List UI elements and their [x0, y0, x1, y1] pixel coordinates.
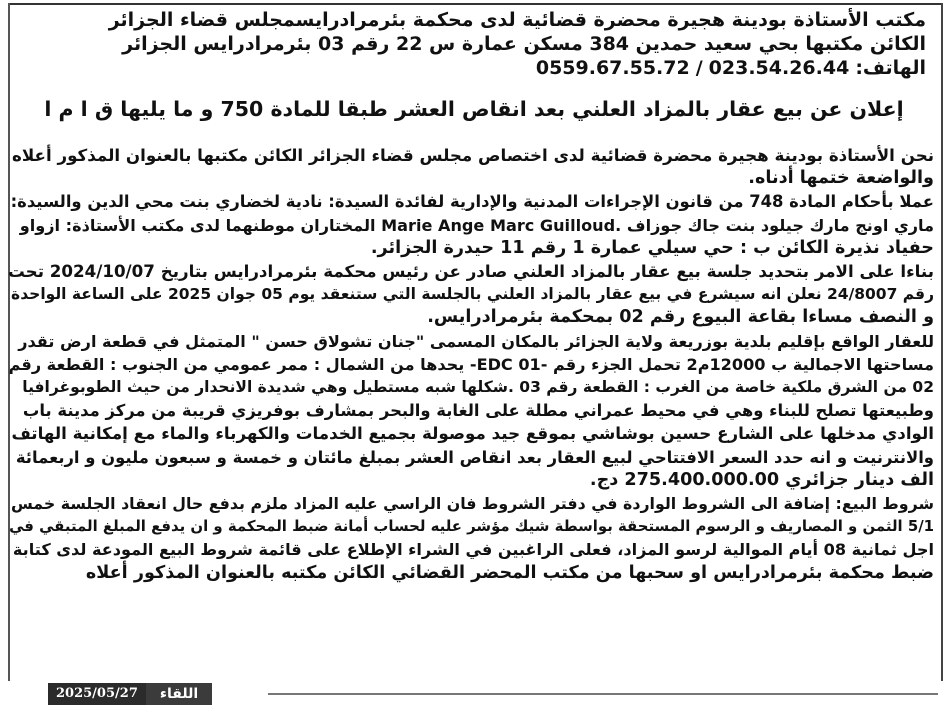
phone-number-1: 023.54.26.44: [708, 57, 850, 79]
body-line: بناءا على الامر بتحديد جلسة بيع عقار بالمزاد العلني صادر عن رئيس محكمة بئرمرادرايس بتاريخ 2024/10/07 تحت: [8, 261, 934, 282]
body-line: الوادي مدخلها على الشارع حسين بوشاشي بموقع جيد موصولة بجميع الخدمات والكهرباء والماء مع إمكانية الهاتف: [11, 423, 934, 444]
office-name-line: مكتب الأستاذة بودينة هجيرة محضرة قضائية لدى محكمة بئرمرادرايسمجلس قضاء الجزائر: [108, 9, 926, 31]
body-line: عملا بأحكام المادة 748 من قانون الإجراءات المدنية والإدارية لفائدة السيدة: نادية لخضاري بنت محي الدين والسيدة:: [10, 192, 934, 212]
office-header: [16, 8, 926, 80]
body-line: و النصف مساءا بقاعة البيوع رقم 02 بمحكمة بئرمرادرايس.: [427, 307, 934, 328]
body-line: والانترنيت و انه حدد السعر الافتتاحي لبيع العقار بعد انقاص العشر بمبلغ مائتان و خمسة و سبعون مليون و اربعمائة: [15, 447, 934, 467]
body-line: للعقار الواقع بإقليم بلدية بوزريعة ولاية الجزائر بالمكان المسمى "جنان تشولاق حسن " المتمثل في قطعة ارض تقدر: [18, 331, 934, 351]
body-line: نحن الأستاذة بودينة هجيرة محضرة قضائية لدى اختصاص مجلس قضاء الجزائر الكائن مكتبها بالعنوان المذكور أعلاه: [12, 145, 934, 165]
body-line: والواضعة ختمها أدناه.: [748, 168, 934, 189]
top-rule: [8, 3, 942, 5]
phone-number-2: 0559.67.55.72: [535, 57, 690, 79]
office-phone-line: [16, 56, 926, 80]
newspaper-name: اللقاء: [146, 683, 212, 705]
body-line: حفياد نذيرة الكائن ب : حي سيلي عمارة 1 رقم 11 حيدرة الجزائر.: [370, 237, 934, 258]
body-line: ضبط محكمة بئرمرادرايس او سحبها من مكتب المحضر القضائي الكائن مكتبه بالعنوان المذكور أعلاه: [85, 562, 934, 583]
body-line: رقم 24/8007 نعلن انه سيشرع في بيع عقار بالمزاد العلني بالجلسة التي ستنعقد يوم 05 جوان 2025 على الساعة الواحدة: [11, 285, 934, 304]
footer-rule: [268, 693, 938, 695]
phone-separator: /: [695, 57, 703, 79]
body-line: 02 من الشرق ملكية خاصة من الغرب : القطعة رقم 03 .شكلها شبه مستطيل وهي شديدة الانحدار من حيث الطوبوغرافيا: [22, 378, 934, 397]
body-line: وطبيعتها تصلح للبناء وهي في محيط عمراني مطلة على الغابة والبحر بمشارف بوفريزي قريبة من مركز مدينة باب: [22, 401, 934, 421]
body-line: اجل ثمانية 08 أيام الموالية لرسو المزاد، فعلى الراغبين في الشراء الإطلاع على قائمة شروط البيع المودعة لدى كتابة: [12, 540, 934, 560]
right-rule: [941, 3, 943, 681]
body-line: ماري اونج مارك جيلود بنت جاك جوزاف .Marie Ange Marc Guilloud المختاران موطنهما لدى مكتب الأستاذة: ازواو: [19, 215, 934, 235]
announcement-title: إعلان عن بيع عقار بالمزاد العلني بعد انقاص العشر طبقا للمادة 750 و ما يليها ق ا م ا: [44, 97, 904, 121]
office-address-line: الكائن مكتبها بحي سعيد حمدين 384 مسكن عمارة س 22 رقم 03 بئرمرادرايس الجزائر: [122, 33, 926, 55]
body-line: مساحتها الاجمالية ب 12000م2 تحمل الجزء رقم -01 EDC- يحدها من الشمال : ممر عمومي من الجنوب : القطعة رقم: [8, 354, 934, 374]
body-line: الف دينار جزائري 275.400.000.00 دج.: [589, 469, 934, 490]
body-line: 5/1 الثمن و المصاريف و الرسوم المستحقة بواسطة شيك مؤشر عليه لحساب أمانة ضبط المحكمة و ان يدفع المبلغ المتبقي في: [9, 517, 934, 536]
publication-date: 2025/05/27: [48, 683, 146, 705]
body-line: شروط البيع: إضافة الى الشروط الواردة في دفتر الشروط فان الراسي عليه المزاد ملزم بدفع حال انعقاد الجلسة خمس: [10, 494, 934, 514]
announcement-body: [8, 144, 934, 585]
phone-label: الهاتف:: [855, 57, 926, 79]
newspaper-footer: [48, 683, 218, 705]
